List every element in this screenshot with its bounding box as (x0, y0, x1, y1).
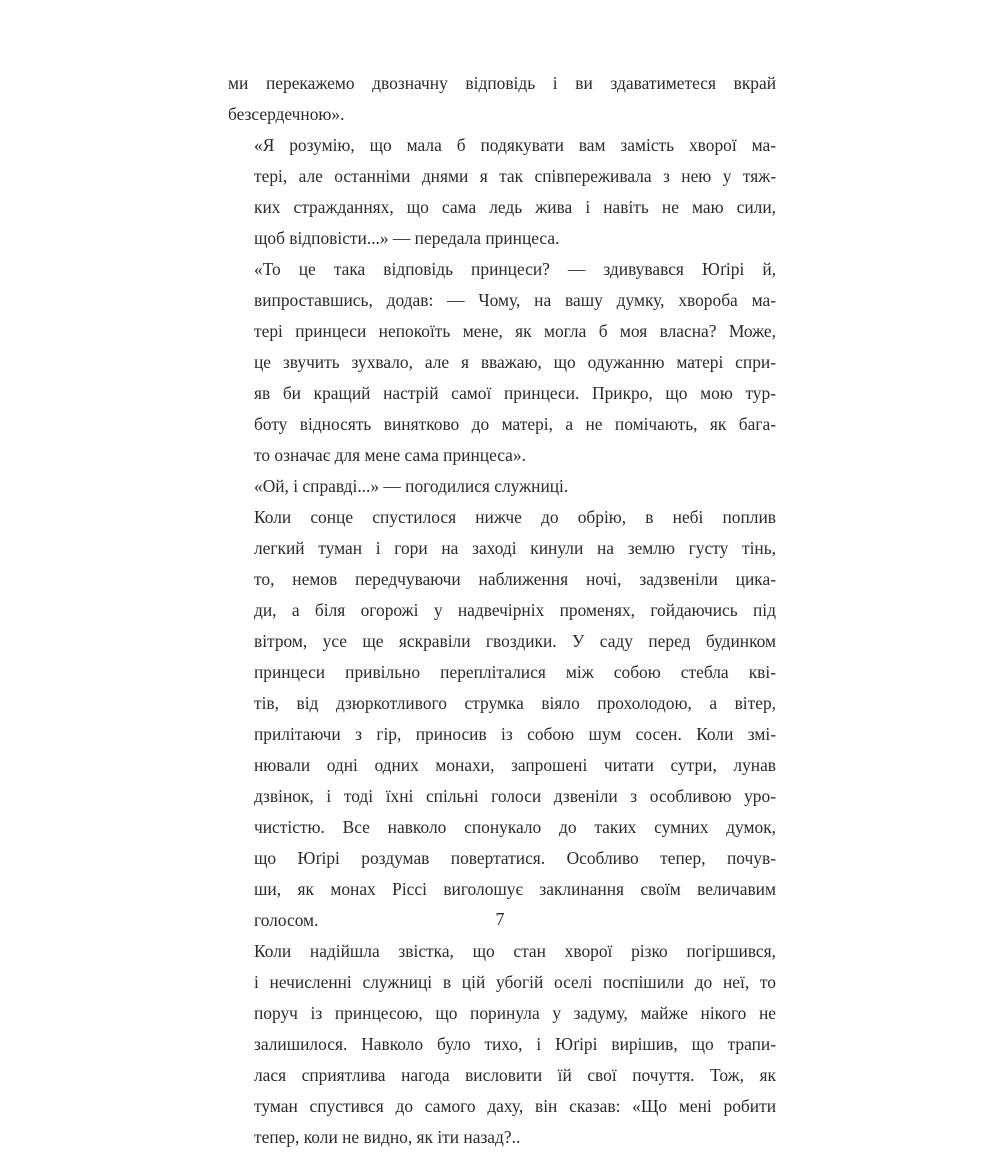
page-number: 7 (495, 909, 505, 929)
text-line: випроставшись, додав: — Чому, на вашу думку, хвороба ма- (254, 290, 776, 310)
paragraph (228, 471, 776, 502)
text-line: що Юґірі роздумав повертатися. Особливо тепер, почув- (254, 848, 776, 868)
text-line: то означає для мене сама принцеса». (254, 445, 526, 465)
text-line: туман спустився до самого даху, він сказав: «Що мені робити (254, 1096, 776, 1116)
text-line: то, немов передчуваючи наближення ночі, задзвеніли цика- (254, 569, 776, 589)
paragraph (228, 68, 776, 130)
text-line: Коли надійшла звістка, що стан хворої різко погіршився, (254, 941, 776, 961)
paragraph (228, 502, 776, 936)
text-line: це звучить зухвало, але я вважаю, що одужанню матері спри- (254, 352, 776, 372)
paragraph (228, 254, 776, 471)
text-line: принцеси привільно перепліталися між собою стебла кві- (254, 662, 776, 682)
text-line: лася сприятлива нагода висловити їй свої почуття. Тож, як (254, 1065, 776, 1085)
text-line: «То це така відповідь принцеси? — здивувався Юґірі й, (254, 259, 776, 279)
text-line: голосом. (254, 910, 319, 930)
text-line: тів, від дзюркотливого струмка віяло прохолодою, а вітер, (254, 693, 776, 713)
paragraph (228, 936, 776, 1153)
text-line: дзвінок, і тоді їхні спільні голоси дзвеніли з особливою уро- (254, 786, 776, 806)
text-line: тепер, коли не видно, як іти назад?.. (254, 1127, 521, 1147)
text-line: легкий туман і гори на заході кинули на землю густу тінь, (254, 538, 776, 558)
text-line: ди, а біля огорожі у надвечірніх променях, гойдаючись під (254, 600, 776, 620)
text-line: ми перекажемо двозначну відповідь і ви здаватиметеся вкрай (228, 73, 776, 93)
text-line: безсердечною». (228, 104, 345, 124)
text-line: яв би кращий настрій самої принцеси. Прикро, що мою тур- (254, 383, 776, 403)
text-line: ких стражданнях, що сама ледь жива і навіть не маю сили, (254, 197, 776, 217)
paragraph (228, 130, 776, 254)
text-line: вітром, усе ще яскравіли гвоздики. У саду перед будинком (254, 631, 776, 651)
text-line: чистістю. Все навколо спонукало до таких сумних думок, (254, 817, 776, 837)
text-line: «Я розумію, що мала б подякувати вам замість хворої ма- (254, 135, 776, 155)
text-line: нювали одні одних монахи, запрошені читати сутри, лунав (254, 755, 776, 775)
text-line: залишилося. Навколо було тихо, і Юґірі вирішив, що трапи- (254, 1034, 776, 1054)
text-line: і нечисленні служниці в цій убогій оселі поспішили до неї, то (254, 972, 776, 992)
text-line: ши, як монах Ріссі виголошує заклинання своїм величавим (254, 879, 776, 899)
text-line: тері принцеси непокоїть мене, як могла б моя власна? Може, (254, 321, 776, 341)
text-line: боту відносять винятково до матері, а не помічають, як бага- (254, 414, 776, 434)
text-line: поруч із принцесою, що поринула у задуму, майже нікого не (254, 1003, 776, 1023)
body-text (228, 68, 776, 1153)
text-line: Коли сонце спустилося нижче до обрію, в небі поплив (254, 507, 776, 527)
text-line: щоб відповісти...» — передала принцеса. (254, 228, 560, 248)
text-line: прилітаючи з гір, приносив із собою шум сосен. Коли змі- (254, 724, 776, 744)
text-line: тері, але останніми днями я так співпереживала з нею у тяж- (254, 166, 776, 186)
text-line: «Ой, і справді...» — погодилися служниці. (254, 476, 569, 496)
